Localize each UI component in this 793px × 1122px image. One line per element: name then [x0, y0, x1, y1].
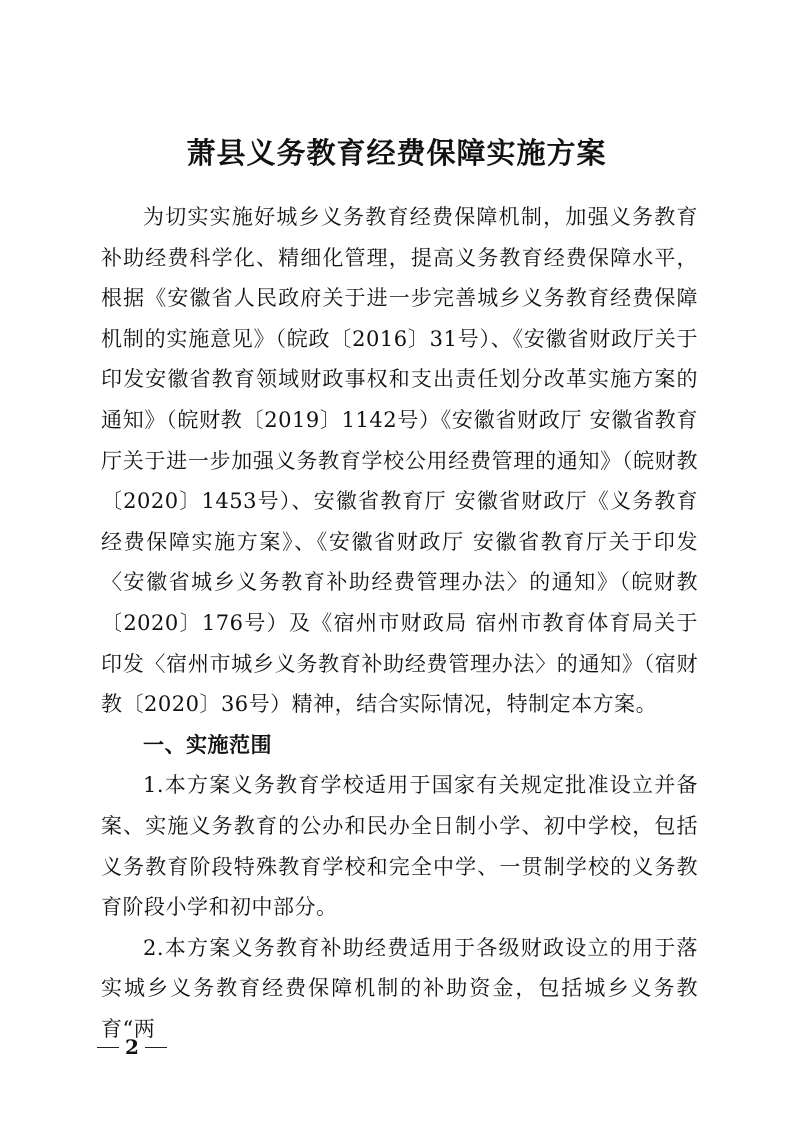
scope-paragraph-2: 2.本方案义务教育补助经费适用于各级财政设立的用于落实城乡义务教育经费保障机制的补助资金，包括城乡义务教育“两: [101, 935, 698, 1041]
left-dash: [97, 1047, 119, 1048]
document-body: [101, 197, 698, 1049]
right-dash: [145, 1047, 167, 1048]
document-title: 萧县义务教育经费保障实施方案: [186, 136, 607, 170]
scope-paragraph-1: 1.本方案义务教育学校适用于国家有关规定批准设立并备案、实施义务教育的公办和民办全日制小学、初中学校，包括义务教育阶段特殊教育学校和完全中学、一贯制学校的义务教育阶段小学和初中部分。: [101, 773, 698, 920]
section-heading-scope: 一、实施范围: [143, 732, 272, 757]
intro-paragraph: 为切实实施好城乡义务教育经费保障机制，加强义务教育补助经费科学化、精细化管理，提高义务教育经费保障水平，根据《安徽省人民政府关于进一步完善城乡义务教育经费保障机制的实施意见》（皖政〔2016〕31号）、《安徽省财政厅关于印发安徽省教育领域财政事权和支出责任划分改革实施方案的通知》（皖财教〔2019〕1142号）《安徽省财政厅 安徽省教育厅关于进一步加强义务教育学校公用经费管理的通知》（皖财教〔2020〕1453号）、安徽省教育厅 安徽省财政厅《义务教育经费保障实施方案》、《安徽省财政厅 安徽省教育厅关于印发〈安徽省城乡义务教育补助经费管理办法〉的通知》（皖财教〔2020〕176号）及《宿州市财政局 宿州市教育体育局关于印发〈宿州市城乡义务教育补助经费管理办法〉的通知》（宿财教〔2020〕36号）精神，结合实际情况，特制定本方案。: [101, 205, 698, 717]
page-number: 2: [125, 1035, 139, 1059]
page-number-footer: [97, 1032, 167, 1062]
